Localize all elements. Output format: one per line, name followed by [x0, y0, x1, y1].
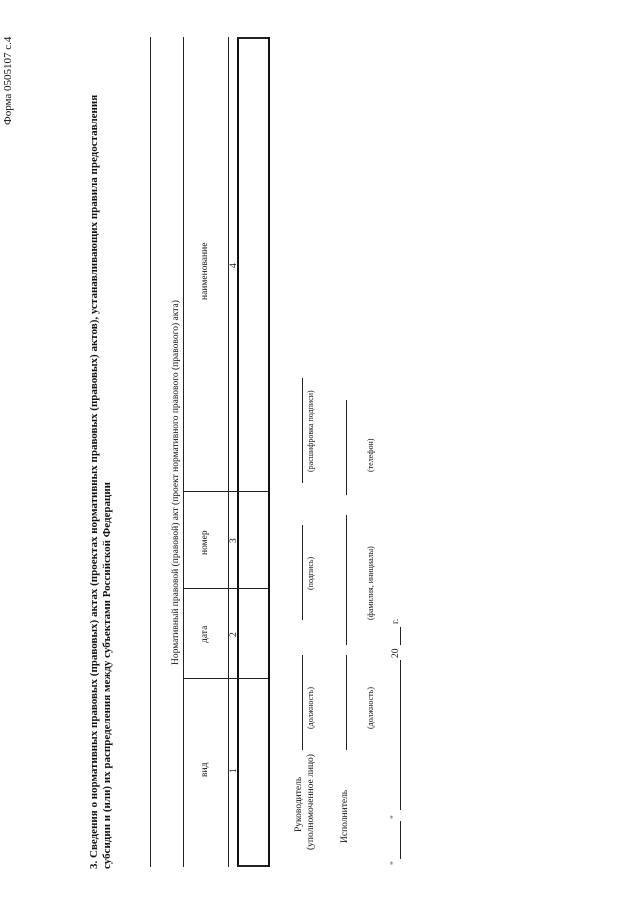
col-label-type: вид [200, 762, 210, 777]
head-decoding-caption: (расшифровка подписи) [306, 390, 315, 472]
section-title-line1: 3. Сведения о нормативных правовых (правовых) актах (проектах нормативных правовых (правовых) актов), устанавливающих правила предоставления [88, 94, 100, 869]
date-quote-close: " [390, 815, 400, 819]
executor-name-line [346, 515, 347, 645]
head-position-line [302, 655, 303, 750]
table-header-divider [183, 37, 184, 867]
table-colnum-divider [228, 37, 229, 867]
date-day-line [400, 821, 401, 859]
col-number-3: 3 [229, 538, 239, 543]
table-top-line [150, 37, 151, 867]
date-month-line [400, 660, 401, 810]
executor-phone-line [346, 400, 347, 495]
head-decoding-line [302, 378, 303, 483]
group-header: Нормативный правовой (правовой) акт (проект нормативного правового (правового) акта) [171, 300, 181, 665]
executor-phone-caption: (телефон) [366, 438, 375, 472]
col-number-2: 2 [229, 632, 239, 637]
col-number-4: 4 [229, 263, 239, 268]
col-number-1: 1 [229, 768, 239, 773]
date-year-line [400, 627, 401, 645]
col-label-date: дата [200, 625, 210, 643]
col-divider-1 [183, 678, 268, 679]
col-label-name: наименование [200, 242, 210, 300]
head-signature-line [302, 525, 303, 620]
date-century: 20 [391, 648, 401, 658]
col-divider-3 [183, 491, 268, 492]
table-data-top [237, 37, 239, 867]
executor-position-line [346, 655, 347, 750]
table-left-edge [237, 865, 268, 867]
form-code: Форма 0505107 с.4 [2, 36, 14, 125]
date-quote-open: " [390, 861, 400, 865]
head-signature-caption: (подпись) [306, 556, 315, 590]
col-divider-2 [183, 588, 268, 589]
section-title-line2: субсидии и (или) их распределения между субъектами Российской Федерации [101, 481, 113, 869]
col-label-number: номер [200, 530, 210, 555]
table-data-bottom [268, 37, 270, 867]
head-label: Руководитель [294, 776, 304, 832]
head-label-sub: (уполномоченное лицо) [306, 754, 316, 850]
executor-position-caption: (должность) [366, 687, 375, 729]
date-year-suffix: г. [391, 618, 401, 624]
executor-name-caption: (фамилия, инициалы) [366, 546, 375, 620]
table-right-edge [237, 37, 268, 39]
executor-label: Исполнитель [340, 789, 350, 843]
head-position-caption: (должность) [306, 687, 315, 729]
